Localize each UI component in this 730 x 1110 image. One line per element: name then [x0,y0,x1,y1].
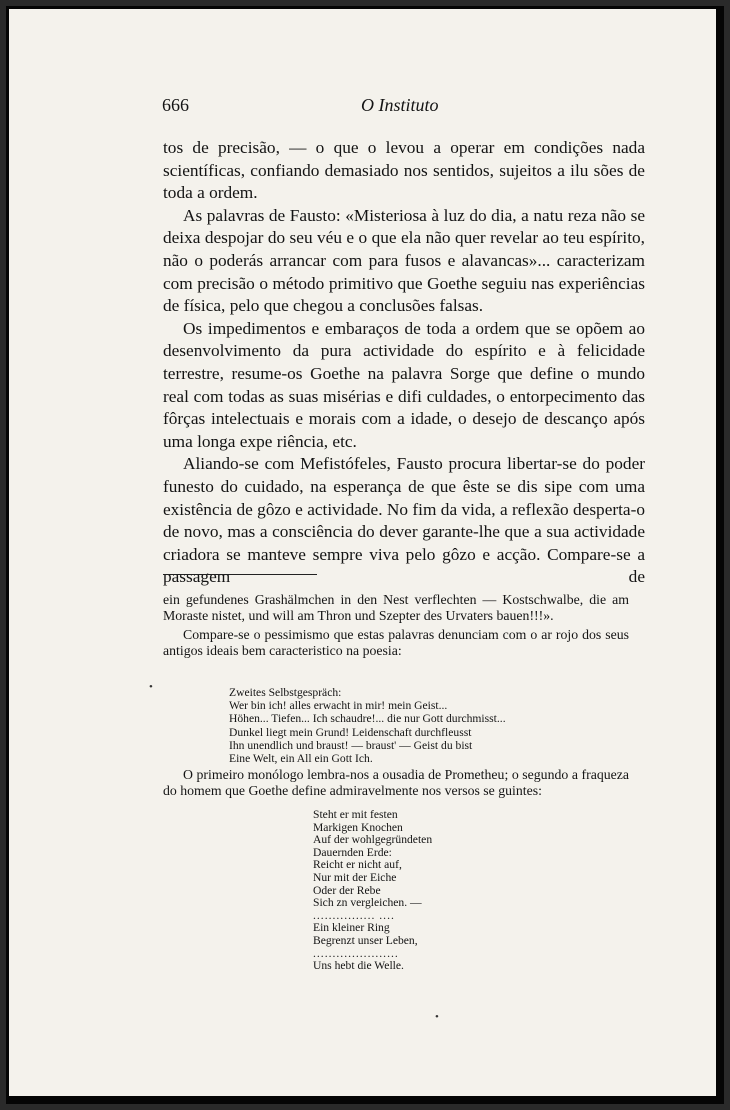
running-title: O Instituto [361,95,439,115]
text-line: reza não se deixa despojar do seu véu e o que ela não quer [163,205,645,248]
text-line: primitivo que Goethe seguiu nas experiências de física, pelo [163,273,645,316]
text-line: riência, etc. [276,431,357,451]
poem-line: Auf der wohlgegründeten [313,833,433,847]
text-line: revelar ao teu espírito, não o poderás arrancar com para [163,228,645,270]
paragraph-3 [163,318,645,454]
footnote-continued [163,767,629,799]
text-line: sempre viva pelo gôzo e acção. Compare-se a passagem de [163,544,645,587]
poem-line: Zweites Selbstgespräch: [229,686,342,699]
poem-line: Höhen... Tiefen... Ich schaudre!... die nur Gott durchmisst... [229,712,506,726]
ellipsis-line: ................ .... [313,908,395,922]
text-line: que chegou a conclusões falsas. [263,296,484,316]
ellipsis-line: ...................... [313,946,399,960]
print-speck: • [149,681,153,693]
poem-line: Ein kleiner Ring [313,921,390,935]
main-text [163,137,645,589]
text-line: fusos e alavancas»... caracterizam com precisão o método [163,250,646,293]
poem-grenzen [313,809,513,973]
text-line: a fraqueza do homem que Goethe define admiravelmente nos versos se [163,767,629,798]
text-line: tos de precisão, — o que o levou a operar em condições nada [163,138,645,157]
paragraph-4 [163,453,645,589]
poem-line: Dauernden Erde: [313,845,392,859]
text-line: O primeiro monólogo lembra-nos a ousadia de Prometheu; o segundo [183,767,569,782]
poem-line: Steht er mit festen [313,808,398,821]
text-line: sões de toda a ordem. [163,160,645,203]
text-line: poder funesto do cuidado, na esperança de que êste se dis [163,454,645,496]
poem-line: Begrenzt unser Leben, [313,933,418,947]
text-line: Os impedimentos e embaraços de toda a ordem que se [183,318,571,338]
paragraph-2 [163,205,645,318]
poem-line: Nur mit der Eiche [313,870,397,884]
text-line: culdades, o entorpecimento das fôrças intelectuais e morais [163,386,645,429]
book-page [6,6,724,1104]
text-line: que define o mundo real com todas as suas misérias e difi [163,363,645,406]
text-line: sipe com uma existência de gôzo e actividade. No fim da [163,476,645,519]
text-line: As palavras de Fausto: «Misteriosa à luz do dia, a natu [183,205,564,225]
poem-line: Ihn unendlich und braust! — braust' — Geist du bist [229,738,473,752]
poem-line: Sich zn vergleichen. — [313,896,422,910]
poem-line: Dunkel liegt mein Grund! Leidenschaft durchfleusst [229,725,472,739]
poem-line: Eine Welt, ein All ein Gott Ich. [229,752,373,766]
text-line: ein gefundenes Grashälmchen in den Nest verflechten — Kostschwalbe, [163,592,584,607]
poem-line: Wer bin ich! alles erwacht in mir! mein Geist... [229,699,448,713]
footnote-rule [163,574,317,575]
footnote-paragraph-2 [163,627,629,659]
paragraph-1 [163,137,645,205]
text-line: die am Moraste nistet, und will am Thron und Szepter des Urvaters [163,592,629,623]
footnote-paragraph-1 [163,592,629,624]
poem-line: Oder der Rebe [313,883,381,897]
page-number: 666 [162,95,189,115]
text-line: vida, a reflexão desperta-o de novo, mas a consciência do [163,499,645,542]
footnote-paragraph-3 [163,767,629,799]
text-line: scientíficas, confiando demasiado nos sentidos, sujeitos a ilu [163,160,589,180]
poem-line: Reicht er nicht auf, [313,858,402,872]
print-speck: • [435,1011,439,1023]
text-line: com a idade, o desejo de descanço após uma longa expe [163,409,646,451]
text-line: Compare-se o pessimismo que estas palavras denunciam com o ar [183,626,552,642]
poem-line: Markigen Knochen [313,820,403,834]
text-line: rojo dos seus antigos ideais bem caracteristico na poesia: [163,626,629,658]
text-line: bauen!!!». [496,607,554,623]
poem-line: Uns hebt die Welle. [313,959,404,973]
text-line: à felicidade terrestre, resume-os Goethe na palavra Sorge [163,341,645,383]
text-line: dever garante-lhe que a sua actividade criadora se manteve [163,522,645,564]
text-line: Aliando-se com Mefistófeles, Fausto procura libertar-se do [183,454,600,474]
text-line: guintes: [498,782,542,798]
footnote [163,592,629,659]
text-line: opõem ao desenvolvimento da pura actividade do espírito e [163,318,645,361]
poem-selbstgesprach [229,686,549,765]
